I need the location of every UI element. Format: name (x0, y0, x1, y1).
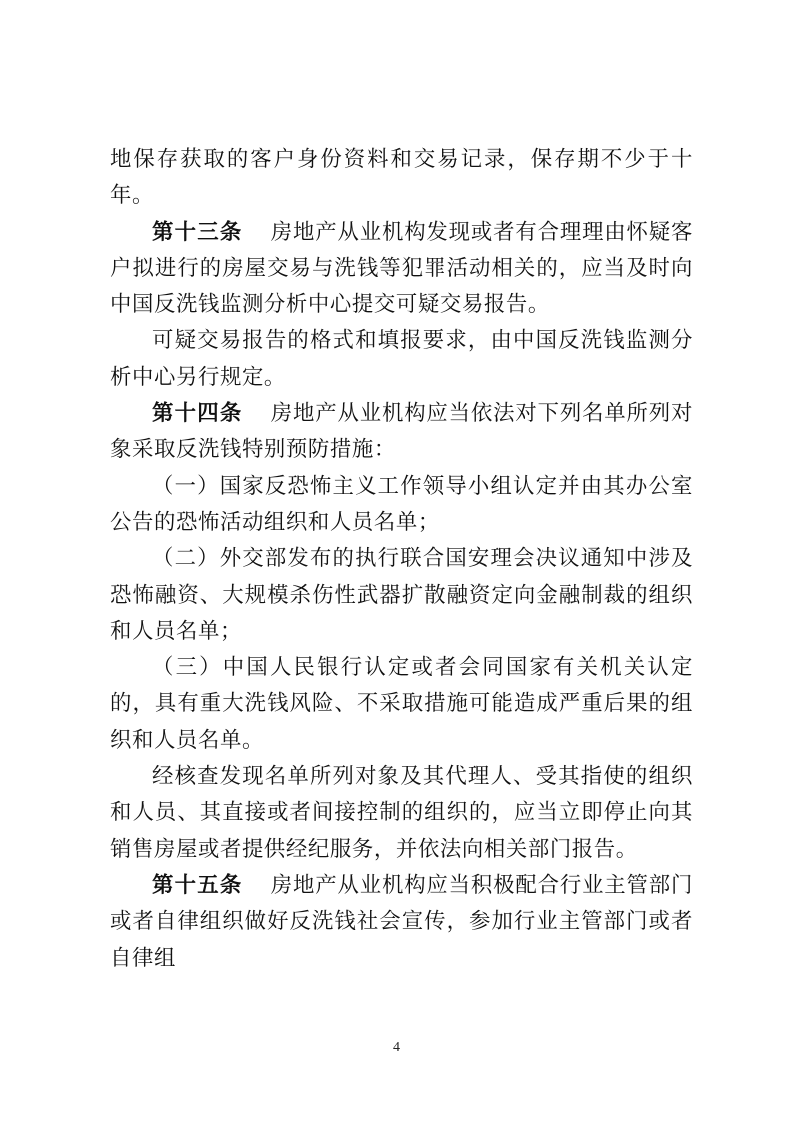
paragraph-report-format (110, 323, 693, 396)
paragraph-text: 地保存获取的客户身份资料和交易记录，保存期不少于十年。 (110, 147, 693, 209)
paragraph-text: 可疑交易报告的格式和填报要求，由中国反洗钱监测分析中心另行规定。 (110, 328, 693, 390)
page-number: 4 (393, 1040, 400, 1055)
list-item-3 (110, 650, 693, 759)
paragraph-text: 经核查发现名单所列对象及其代理人、受其指使的组织和人员、其直接或者间接控制的组织的，应当立即停止向其销售房屋或者提供经纪服务，并依法向相关部门报告。 (110, 764, 693, 862)
article-number: 第十三条 (152, 219, 243, 245)
article-number: 第十四条 (152, 401, 243, 427)
article-15 (110, 868, 693, 977)
article-text: 房地产从业机构发现或者有合理理由怀疑客户拟进行的房屋交易与洗钱等犯罪活动相关的，应当及时向中国反洗钱监测分析中心提交可疑交易报告。 (110, 219, 693, 318)
article-text: 房地产从业机构应当依法对下列名单所列对象采取反洗钱特别预防措施： (110, 401, 693, 463)
list-item-1 (110, 469, 693, 542)
paragraph-continuation (110, 142, 693, 215)
list-item-text: （一）国家反恐怖主义工作领导小组认定并由其办公室公告的恐怖活动组织和人员名单； (110, 473, 693, 535)
list-item-text: （三）中国人民银行认定或者会同国家有关机关认定的，具有重大洗钱风险、不采取措施可能造成严重后果的组织和人员名单。 (110, 655, 693, 753)
paragraph-verification (110, 759, 693, 868)
article-number: 第十五条 (152, 872, 243, 898)
document-page (110, 142, 693, 1042)
article-text: 房地产从业机构应当积极配合行业主管部门或者自律组织做好反洗钱社会宣传，参加行业主管部门或者自律组 (110, 872, 693, 971)
list-item-text: （二）外交部发布的执行联合国安理会决议通知中涉及恐怖融资、大规模杀伤性武器扩散融资定向金融制裁的组织和人员名单； (110, 546, 693, 644)
list-item-2 (110, 541, 693, 650)
article-13 (110, 215, 693, 324)
article-14 (110, 396, 693, 469)
